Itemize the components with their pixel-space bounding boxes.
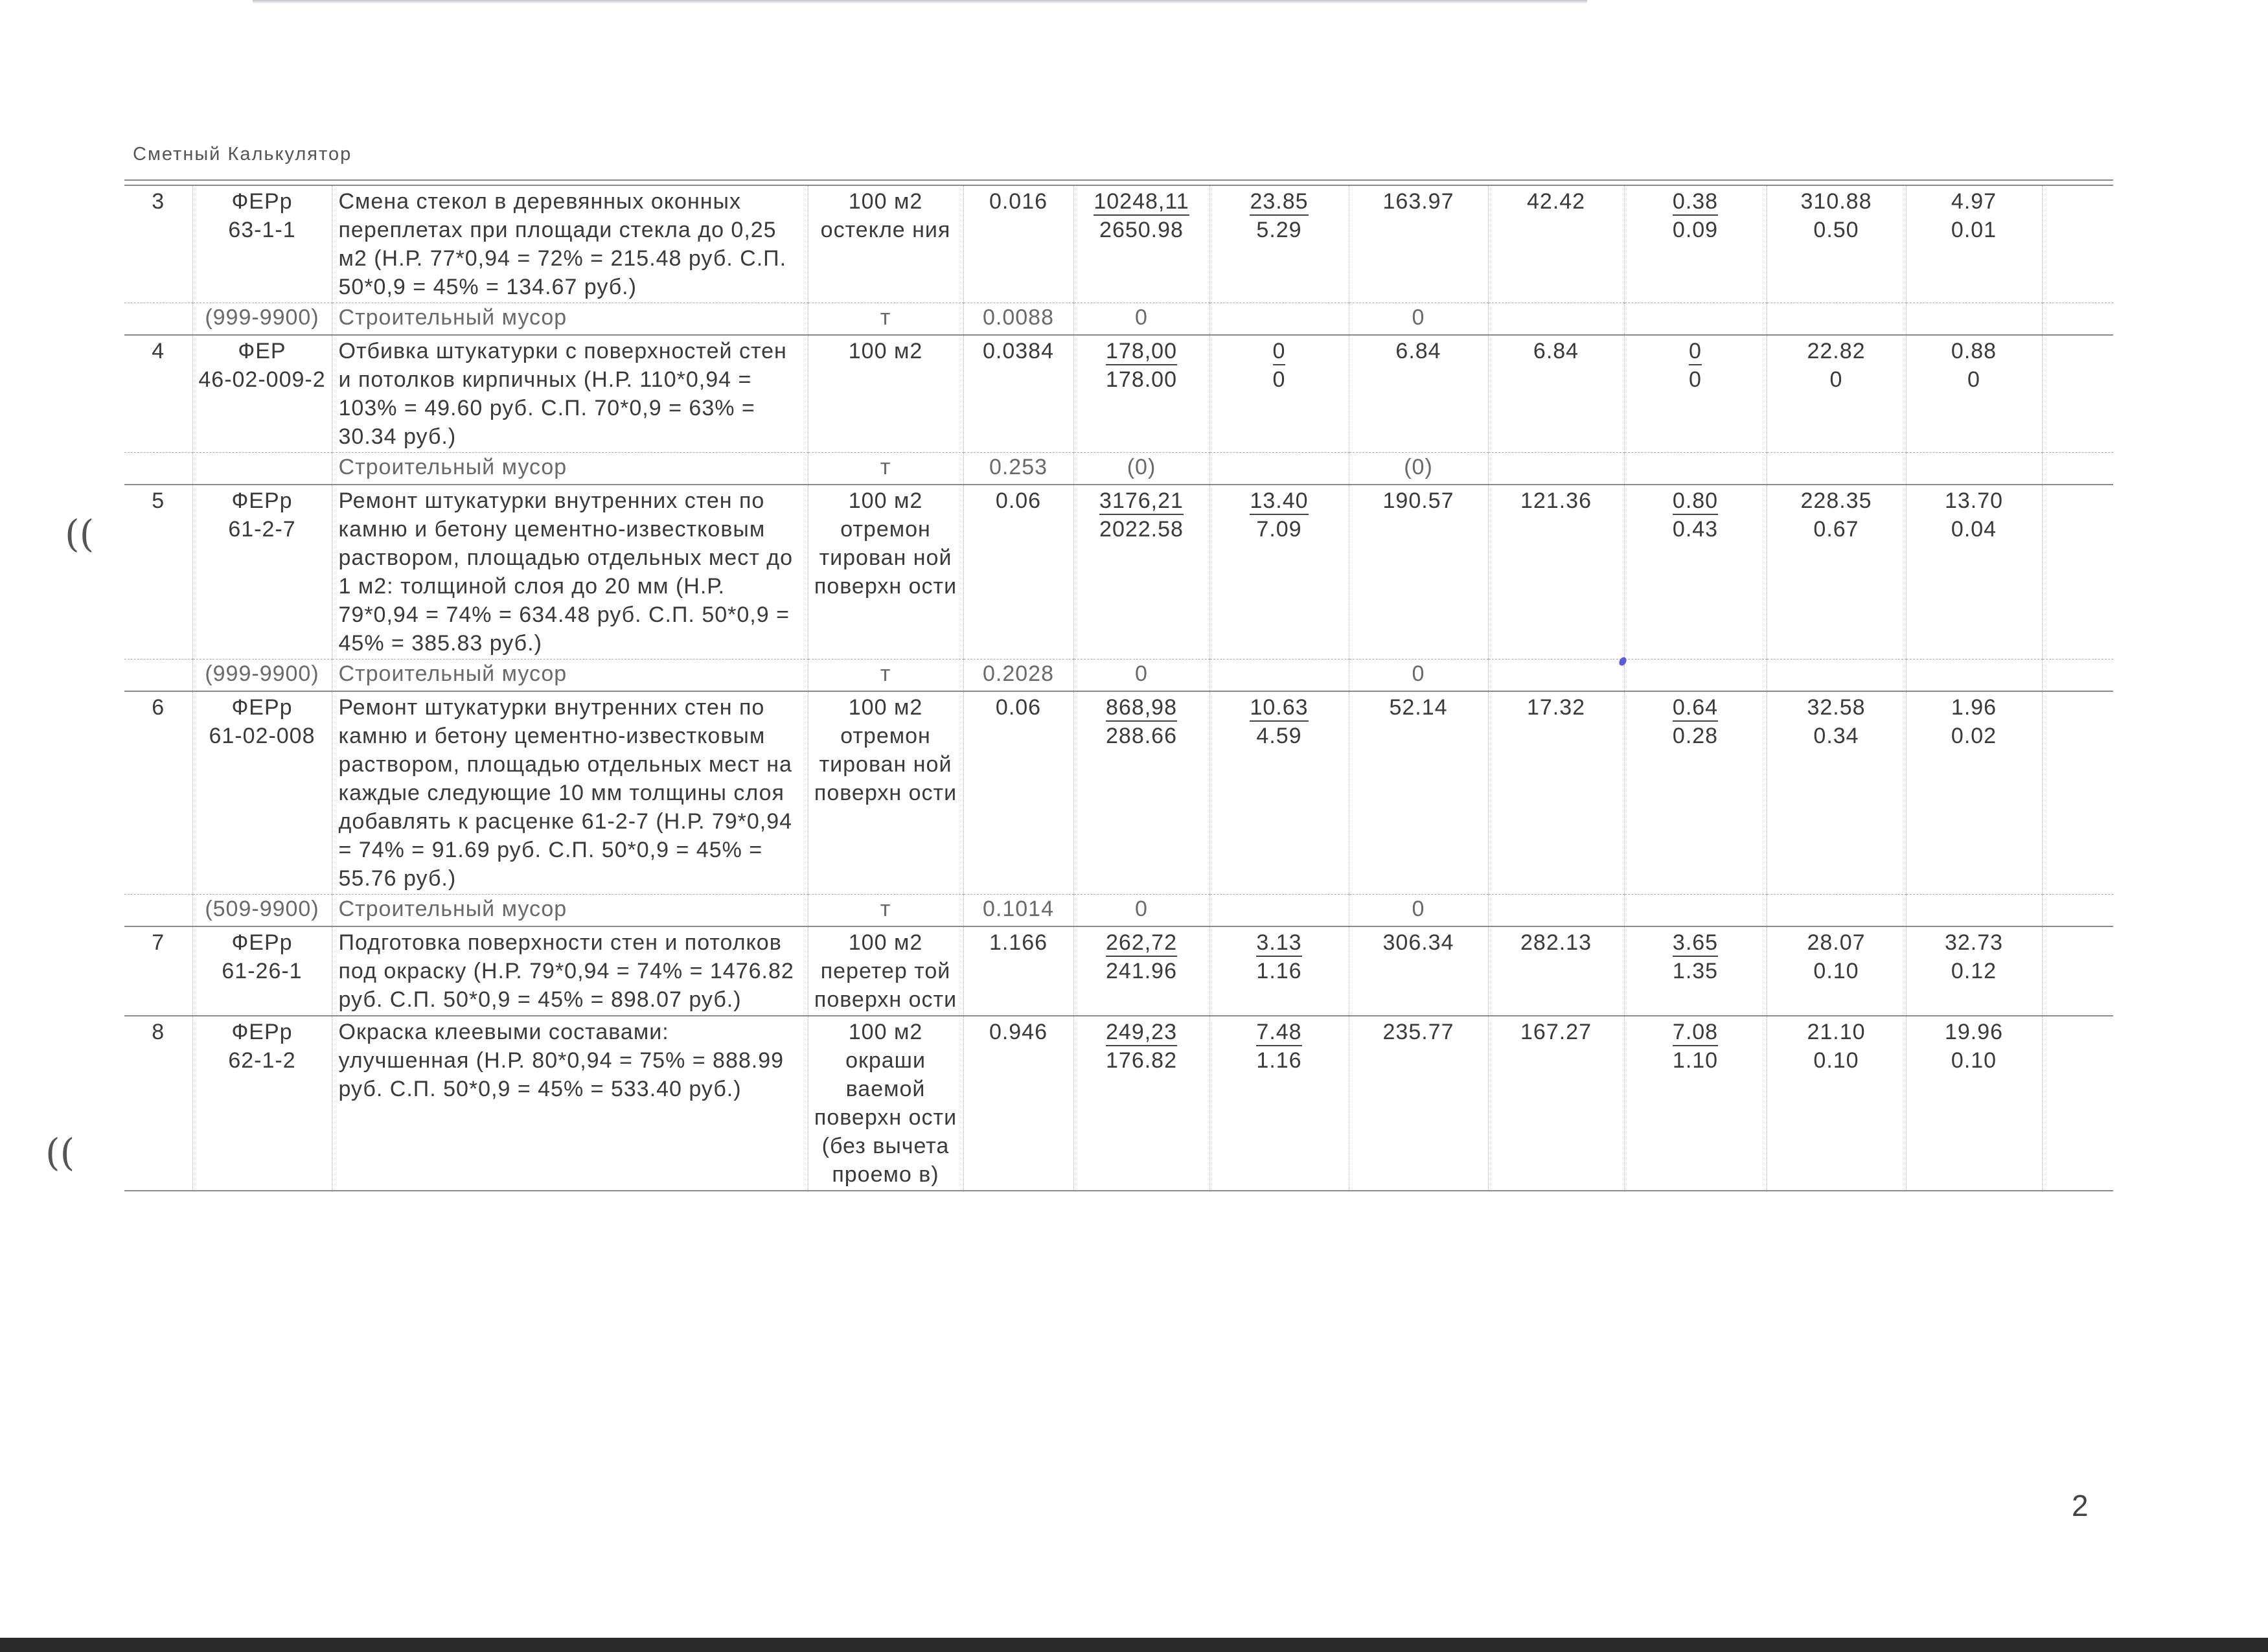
waste-total: 0 (1349, 660, 1488, 692)
work-description: Ремонт штукатурки внутренних стен по камню и бетону цементно-известковым раствором, площадью отдельных мест на каждые следующие 10 мм толщины слоя добавлять к расценке 61-2-7 (Н.Р. 79*0,94 = 74% = 91.69 руб. С.П. 50*0,9 = 45% = 55.76 руб.) (332, 691, 808, 895)
waste-row (124, 453, 2113, 485)
waste-quantity: 0.253 (963, 453, 1073, 485)
waste-unit: т (808, 660, 963, 692)
wages: 17.32 (1488, 691, 1624, 895)
table-row (124, 691, 2113, 895)
machine-total: 0.64 0.28 (1624, 691, 1767, 895)
wages: 121.36 (1488, 485, 1624, 660)
table-row (124, 335, 2113, 453)
header-rule (124, 179, 2113, 181)
row-number: 8 (124, 1016, 192, 1191)
waste-quantity: 0.0088 (963, 303, 1073, 336)
labor-total: 0.88 0 (1906, 335, 2042, 453)
waste-name: Строительный мусор (332, 303, 808, 336)
machine-cost: 10.63 4.59 (1209, 691, 1349, 895)
work-description: Ремонт штукатурки внутренних стен по камню и бетону цементно-известковым раствором, площадью отдельных мест до 1 м2: толщиной слоя до 20 мм (Н.Р. 79*0,94 = 74% = 634.48 руб. С.П. 50*0,9 = 45% = 385.83 руб.) (332, 485, 808, 660)
binder-mark: (( (65, 512, 95, 556)
scan-edge-bottom (0, 1638, 2268, 1652)
wages: 167.27 (1488, 1016, 1624, 1191)
labor-cost: 228.35 0.67 (1767, 485, 1906, 660)
quantity: 0.0384 (963, 335, 1073, 453)
document-header: Сметный Калькулятор (133, 144, 352, 165)
table-row (124, 926, 2113, 1016)
labor-total: 4.97 0.01 (1906, 185, 2042, 303)
total-cost: 306.34 (1349, 926, 1488, 1016)
wages: 282.13 (1488, 926, 1624, 1016)
rate-code: ФЕРр 61-26-1 (192, 926, 332, 1016)
row-number: 3 (124, 185, 192, 303)
unit: 100 м2 окраши ваемой поверхн ости (без вычета проемо в) (808, 1016, 963, 1191)
waste-code: (999-9900) (192, 303, 332, 336)
unit-price: 178,00 178.00 (1073, 335, 1209, 453)
unit-price: 868,98 288.66 (1073, 691, 1209, 895)
waste-row (124, 660, 2113, 692)
machine-cost: 23.85 5.29 (1209, 185, 1349, 303)
waste-row (124, 895, 2113, 927)
page-number: 2 (2072, 1489, 2089, 1522)
machine-cost: 13.40 7.09 (1209, 485, 1349, 660)
waste-quantity: 0.2028 (963, 660, 1073, 692)
row-number: 7 (124, 926, 192, 1016)
waste-price: (0) (1073, 453, 1209, 485)
quantity: 0.016 (963, 185, 1073, 303)
estimate-table (124, 185, 2113, 1191)
work-description: Окраска клеевыми составами: улучшенная (Н.Р. 80*0,94 = 75% = 888.99 руб. С.П. 50*0,9 = 45% = 533.40 руб.) (332, 1016, 808, 1191)
unit-price: 10248,11 2650.98 (1073, 185, 1209, 303)
waste-row (124, 303, 2113, 336)
rate-code: ФЕРр 61-2-7 (192, 485, 332, 660)
unit-price: 262,72 241.96 (1073, 926, 1209, 1016)
row-number: 5 (124, 485, 192, 660)
waste-price: 0 (1073, 303, 1209, 336)
labor-cost: 22.82 0 (1767, 335, 1906, 453)
unit: 100 м2 отремон тирован ной поверхн ости (808, 691, 963, 895)
work-description: Отбивка штукатурки с поверхностей стен и потолков кирпичных (Н.Р. 110*0,94 = 103% = 49.60 руб. С.П. 70*0,9 = 63% = 30.34 руб.) (332, 335, 808, 453)
machine-cost: 3.13 1.16 (1209, 926, 1349, 1016)
rate-code: ФЕРр 61-02-008 (192, 691, 332, 895)
quantity: 1.166 (963, 926, 1073, 1016)
waste-total: 0 (1349, 303, 1488, 336)
scan-edge-top (253, 0, 1587, 4)
row-number: 6 (124, 691, 192, 895)
waste-unit: т (808, 895, 963, 927)
waste-code (192, 453, 332, 485)
waste-name: Строительный мусор (332, 453, 808, 485)
unit: 100 м2 (808, 335, 963, 453)
labor-total: 32.73 0.12 (1906, 926, 2042, 1016)
total-cost: 190.57 (1349, 485, 1488, 660)
labor-total: 13.70 0.04 (1906, 485, 2042, 660)
rate-code: ФЕРр 62-1-2 (192, 1016, 332, 1191)
machine-total: 7.08 1.10 (1624, 1016, 1767, 1191)
quantity: 0.06 (963, 691, 1073, 895)
quantity: 0.06 (963, 485, 1073, 660)
waste-price: 0 (1073, 660, 1209, 692)
labor-total: 19.96 0.10 (1906, 1016, 2042, 1191)
table-row (124, 485, 2113, 660)
waste-name: Строительный мусор (332, 660, 808, 692)
table-row (124, 1016, 2113, 1191)
labor-total: 1.96 0.02 (1906, 691, 2042, 895)
waste-code: (999-9900) (192, 660, 332, 692)
unit: 100 м2 отремон тирован ной поверхн ости (808, 485, 963, 660)
machine-total: 0 0 (1624, 335, 1767, 453)
rate-code: ФЕРр 63-1-1 (192, 185, 332, 303)
work-description: Подготовка поверхности стен и потолков под окраску (Н.Р. 79*0,94 = 74% = 1476.82 руб. С.П. 50*0,9 = 45% = 898.07 руб.) (332, 926, 808, 1016)
machine-total: 3.65 1.35 (1624, 926, 1767, 1016)
waste-total: 0 (1349, 895, 1488, 927)
machine-cost: 7.48 1.16 (1209, 1016, 1349, 1191)
labor-cost: 28.07 0.10 (1767, 926, 1906, 1016)
total-cost: 235.77 (1349, 1016, 1488, 1191)
waste-total: (0) (1349, 453, 1488, 485)
wages: 42.42 (1488, 185, 1624, 303)
unit-price: 3176,21 2022.58 (1073, 485, 1209, 660)
waste-price: 0 (1073, 895, 1209, 927)
labor-cost: 32.58 0.34 (1767, 691, 1906, 895)
unit-price: 249,23 176.82 (1073, 1016, 1209, 1191)
unit: 100 м2 остекле ния (808, 185, 963, 303)
waste-quantity: 0.1014 (963, 895, 1073, 927)
machine-total: 0.38 0.09 (1624, 185, 1767, 303)
waste-unit: т (808, 453, 963, 485)
waste-code: (509-9900) (192, 895, 332, 927)
unit: 100 м2 перетер той поверхн ости (808, 926, 963, 1016)
quantity: 0.946 (963, 1016, 1073, 1191)
labor-cost: 310.88 0.50 (1767, 185, 1906, 303)
binder-mark: (( (45, 1130, 75, 1175)
waste-unit: т (808, 303, 963, 336)
waste-name: Строительный мусор (332, 895, 808, 927)
machine-total: 0.80 0.43 (1624, 485, 1767, 660)
machine-cost: 0 0 (1209, 335, 1349, 453)
total-cost: 163.97 (1349, 185, 1488, 303)
rate-code: ФЕР 46-02-009-2 (192, 335, 332, 453)
total-cost: 6.84 (1349, 335, 1488, 453)
row-number: 4 (124, 335, 192, 453)
table-row (124, 185, 2113, 303)
wages: 6.84 (1488, 335, 1624, 453)
labor-cost: 21.10 0.10 (1767, 1016, 1906, 1191)
work-description: Смена стекол в деревянных оконных переплетах при площади стекла до 0,25 м2 (Н.Р. 77*0,94 = 72% = 215.48 руб. С.П. 50*0,9 = 45% = 134.67 руб.) (332, 185, 808, 303)
total-cost: 52.14 (1349, 691, 1488, 895)
